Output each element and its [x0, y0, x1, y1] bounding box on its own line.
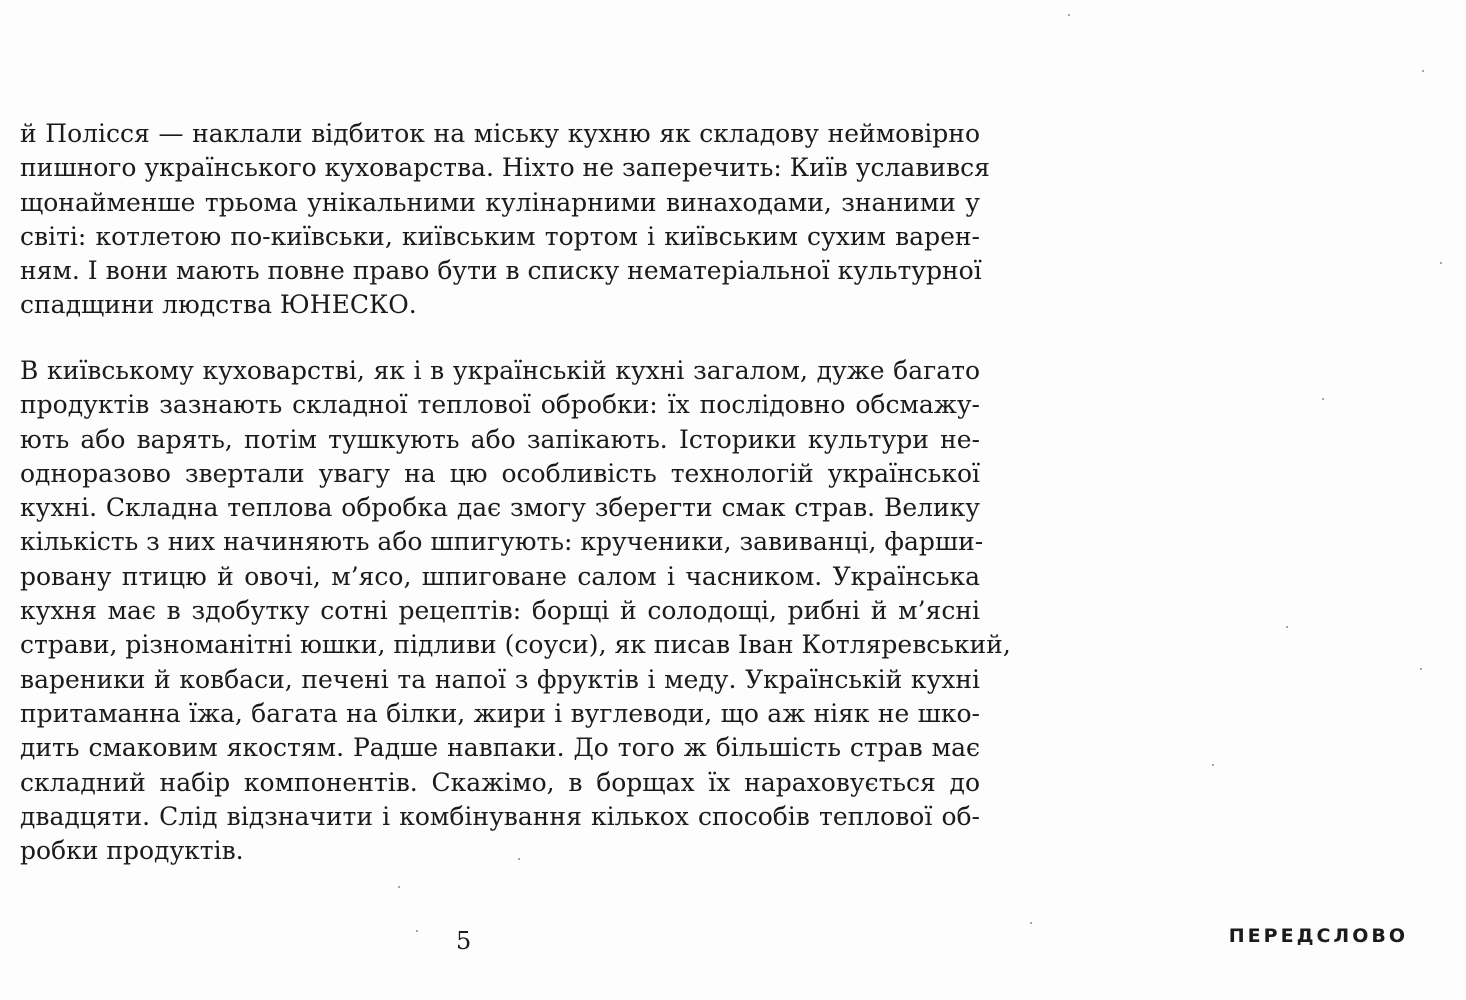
text-line: дить смаковим якостям. Радше навпаки. До того ж більшість страв має: [20, 733, 980, 763]
text-line: одноразово звертали увагу на цю особливість технологій української: [20, 458, 980, 488]
text-line: складний набір компонентів. Скажімо, в борщах їх нараховується до: [20, 767, 980, 797]
text-line: кількість з них начиняють або шпигують: крученики, завиванці, фарши-: [20, 527, 984, 557]
text-line: ровану птицю й овочі, м’ясо, шпиговане салом і часником. Українська: [20, 561, 980, 591]
scan-speck: [1286, 626, 1288, 628]
text-line: продуктів зазнають складної теплової обробки: їх послідовно обсмажу-: [20, 390, 980, 420]
scan-speck: [518, 858, 520, 860]
scan-speck: [1422, 70, 1424, 72]
scan-speck: [1440, 262, 1442, 264]
text-line: щонайменше трьома унікальними кулінарними винаходами, знаними у: [20, 187, 980, 217]
text-line: страви, різноманітні юшки, підливи (соуси), як писав Іван Котляревський,: [20, 630, 1011, 660]
running-head: ПЕРЕДСЛОВО: [1228, 925, 1408, 947]
scan-speck: [1068, 14, 1070, 16]
text-line: двадцяти. Слід відзначити і комбінування кількох способів теплової об-: [20, 801, 980, 831]
text-line: вареники й ковбаси, печені та напої з фруктів і меду. Українській кухні: [20, 664, 980, 694]
scan-speck: [1420, 668, 1422, 670]
text-line: робки продуктів.: [20, 836, 244, 866]
text-line: кухня має в здобутку сотні рецептів: борщі й солодощі, рибні й м’ясні: [20, 596, 980, 626]
page-number: 5: [456, 927, 472, 955]
text-line: ням. І вони мають повне право бути в списку нематеріальної культурної: [20, 256, 982, 286]
text-line: пишного українського куховарства. Ніхто не заперечить: Київ уславився: [20, 153, 990, 183]
text-line: В київському куховарстві, як і в українській кухні загалом, дуже багато: [20, 356, 980, 385]
scan-speck: [416, 930, 418, 932]
scan-speck: [398, 886, 400, 888]
text-line: кухні. Складна теплова обробка дає змогу зберегти смак страв. Велику: [20, 493, 980, 523]
text-line: ють або варять, потім тушкують або запікають. Історики культури не-: [20, 424, 980, 454]
text-line: притаманна їжа, багата на білки, жири і вуглеводи, що аж ніяк не шко-: [20, 698, 980, 728]
paragraph-1: [20, 117, 990, 323]
scan-speck: [1030, 922, 1032, 924]
paragraph-2: [20, 354, 1011, 868]
text-line: спадщини людства ЮНЕСКО.: [20, 290, 417, 320]
scan-speck: [1212, 764, 1214, 766]
text-line: світі: котлетою по-київськи, київським тортом і київським сухим варен-: [20, 221, 980, 251]
scan-speck: [1322, 398, 1324, 400]
text-line: й Полісся — наклали відбиток на міську кухню як складову неймовірно: [20, 119, 980, 148]
